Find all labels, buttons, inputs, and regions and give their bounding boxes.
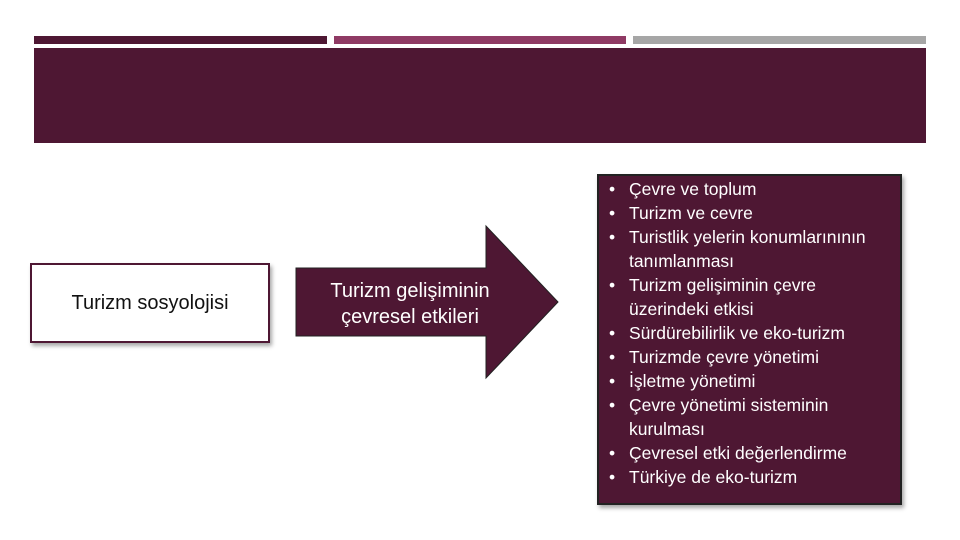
accent-stripe-3 — [633, 36, 926, 44]
list-item: • Turistlik yelerin konumlarınının tanımlanması — [609, 227, 866, 271]
list-item: • Çevre ve toplum — [609, 179, 757, 199]
bullet-icon: • — [609, 179, 616, 199]
list-item: • Sürdürebilirlik ve eko-turizm — [609, 323, 845, 343]
sociology-box — [30, 263, 270, 343]
bullet-icon: • — [609, 443, 616, 463]
list-item: • Türkiye de eko-turizm — [609, 467, 798, 487]
list-item: • Çevresel etki değerlendirme — [609, 443, 847, 463]
impact-arrow — [296, 226, 558, 378]
bullet-icon: • — [609, 347, 616, 367]
bullet-icon: • — [609, 395, 616, 415]
bullet-icon: • — [609, 227, 616, 247]
bullet-icon: • — [609, 203, 616, 223]
sociology-label: Turizm sosyolojisi — [71, 291, 229, 314]
bullet-icon: • — [609, 275, 616, 295]
bullet-icon: • — [609, 371, 616, 391]
list-item: • Çevre yönetimi sisteminin kurulması — [609, 395, 829, 439]
bullet-icon: • — [609, 323, 616, 343]
accent-stripe-1 — [34, 36, 327, 44]
accent-stripe-2 — [334, 36, 626, 44]
list-item: • Turizm ve cevre — [609, 203, 753, 223]
list-item: • İşletme yönetimi — [609, 371, 756, 391]
topics-box — [597, 174, 902, 505]
arrow-label: Turizm gelişiminin çevresel etkileri — [330, 280, 490, 328]
title-band — [34, 48, 926, 143]
bullet-icon: • — [609, 467, 616, 487]
list-item: • Turizm gelişiminin çevre üzerindeki etkisi — [609, 275, 817, 319]
list-item: • Turizmde çevre yönetimi — [609, 347, 819, 367]
topics-list — [607, 177, 897, 489]
